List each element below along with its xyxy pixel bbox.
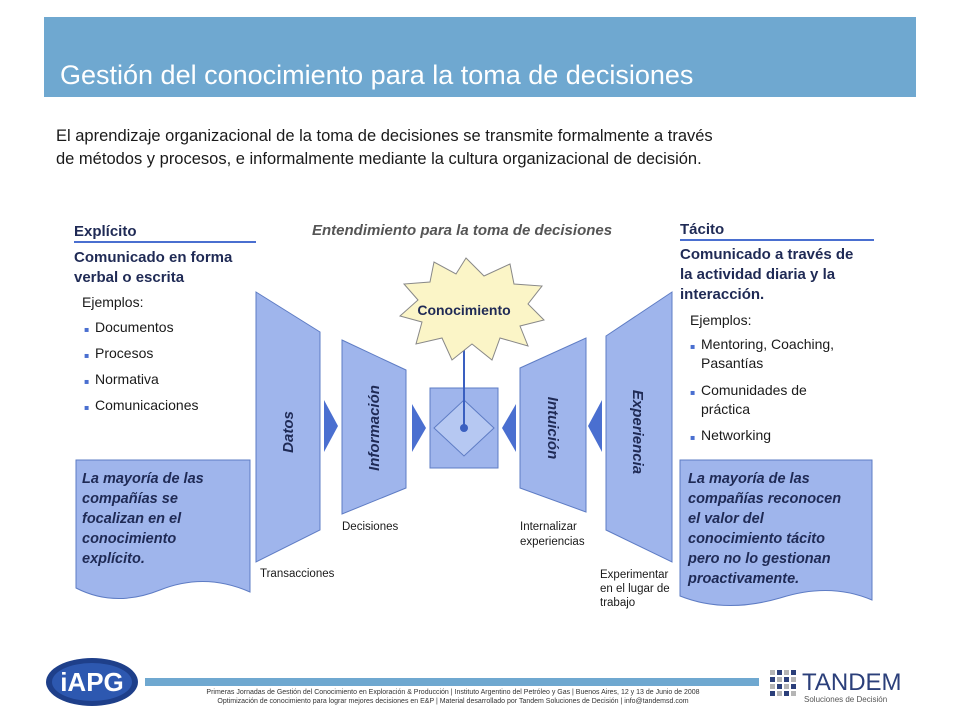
- iapg-logo-text: iAPG: [60, 667, 124, 697]
- page-title: Gestión del conocimiento para la toma de decisiones: [60, 60, 694, 90]
- explicit-bullet: ▪: [84, 351, 90, 360]
- tacit-desc-1: Comunicado a través de: [680, 246, 854, 263]
- tacit-example: Networking: [701, 427, 772, 443]
- caption-decisiones: Decisiones: [342, 521, 399, 533]
- intro-line-1: El aprendizaje organizacional de la toma de decisiones se transmite formalmente a través: [56, 127, 713, 145]
- tacit-example: Comunidades de: [701, 382, 807, 398]
- explicit-note-line: compañías se: [82, 491, 178, 507]
- tandem-tagline: Soluciones de Decisión: [804, 695, 888, 704]
- tacit-desc-3: interacción.: [680, 286, 765, 303]
- center-dot: [460, 424, 468, 432]
- explicit-examples-label: Ejemplos:: [82, 294, 144, 310]
- caption-experimentar: en el lugar de: [600, 583, 670, 595]
- footer-line-2: Optimización de conocimiento para lograr mejores decisiones en E&P | Material desarrollado por Tandem Soluciones de Decisión | info@tandemsd.com: [217, 698, 689, 705]
- tandem-logo: [768, 664, 918, 708]
- intro-line-2: de métodos y procesos, e informalmente mediante la cultura organizacional de decisión.: [56, 150, 702, 168]
- iapg-logo: [44, 656, 140, 708]
- explicit-bullet: ▪: [84, 325, 90, 334]
- caption-internalizar: Internalizar: [520, 521, 577, 533]
- tacit-note-line: conocimiento tácito: [688, 531, 825, 547]
- tacit-note-line: el valor del: [688, 511, 764, 527]
- footer-text: [150, 688, 756, 706]
- caption-experimentar: Experimentar: [600, 569, 669, 581]
- explicit-heading: Explícito: [74, 223, 137, 240]
- conocimiento-label: Conocimiento: [417, 302, 511, 318]
- explicit-example: Normativa: [95, 371, 159, 387]
- experiencia-label: Experiencia: [629, 389, 646, 475]
- explicit-note-line: La mayoría de las: [82, 471, 204, 487]
- explicit-desc-2: verbal o escrita: [74, 269, 185, 286]
- tacit-note-line: pero no lo gestionan: [688, 551, 831, 567]
- tacit-examples-label: Ejemplos:: [690, 312, 752, 328]
- tacit-bullet: ▪: [690, 388, 696, 397]
- footer-line-1: Primeras Jornadas de Gestión del Conocimiento en Exploración & Producción | Instituto Argentino del Petróleo y Gas | Buenos Aires, 12 y 13 de Junio de 2008: [206, 689, 700, 696]
- explicit-desc-1: Comunicado en forma: [74, 249, 233, 266]
- tacit-bullet: ▪: [690, 342, 696, 351]
- tacit-note-line: proactivamente.: [688, 571, 800, 587]
- tacit-example: Mentoring, Coaching,: [701, 336, 835, 352]
- tacit-bullet: ▪: [690, 433, 696, 442]
- tandem-wordmark: TANDEM: [802, 669, 902, 696]
- explicit-bullet: ▪: [84, 403, 90, 412]
- tacit-example: Pasantías: [701, 355, 764, 371]
- tacit-example: práctica: [701, 401, 751, 417]
- tacit-heading: Tácito: [680, 221, 725, 238]
- caption-experimentar: trabajo: [600, 597, 636, 609]
- tacit-desc-2: la actividad diaria y la: [680, 266, 836, 283]
- tacit-note-line: compañías reconocen: [688, 491, 842, 507]
- center-title: Entendimiento para la toma de decisiones: [312, 222, 613, 239]
- footer-bar: [145, 678, 759, 686]
- datos-label: Datos: [280, 411, 297, 453]
- tacit-note-line: La mayoría de las: [688, 471, 810, 487]
- caption-transacciones: Transacciones: [260, 568, 335, 580]
- explicit-bullet: ▪: [84, 377, 90, 386]
- tandem-dot-grid-icon: [770, 670, 796, 696]
- caption-internalizar: experiencias: [520, 536, 585, 548]
- explicit-example: Procesos: [95, 345, 154, 361]
- explicit-example: Documentos: [95, 319, 174, 335]
- explicit-note-line: focalizan en el: [82, 511, 182, 527]
- informacion-label: Información: [366, 385, 383, 471]
- intuicion-label: Intuición: [544, 396, 561, 460]
- explicit-example: Comunicaciones: [95, 397, 199, 413]
- explicit-note-line: conocimiento: [82, 531, 177, 547]
- explicit-note-line: explícito.: [82, 551, 145, 567]
